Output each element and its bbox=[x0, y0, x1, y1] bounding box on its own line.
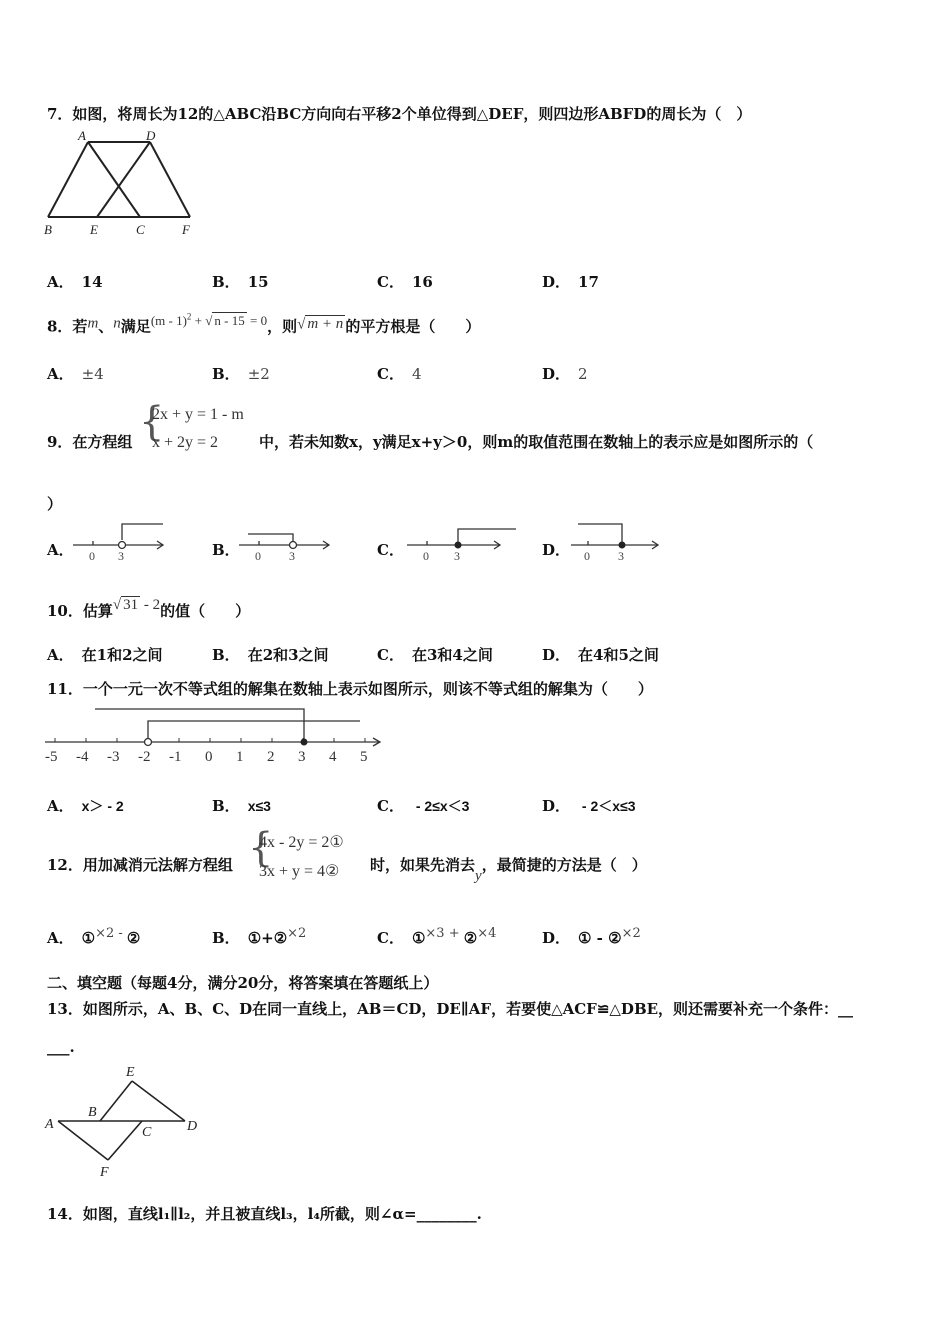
q9-eq1: 2x + y = 1 - m bbox=[152, 406, 244, 423]
q12-option-a[interactable]: A． ①$^{\times 2 -}$ ② bbox=[47, 926, 141, 947]
q7-figure bbox=[40, 128, 210, 240]
q9-brace: { bbox=[139, 399, 165, 445]
q11-numberline bbox=[40, 700, 390, 770]
svg-text:0: 0 bbox=[423, 549, 429, 563]
q8-sqrt: √ m + n bbox=[297, 316, 344, 333]
svg-text:-5: -5 bbox=[45, 749, 58, 765]
q9-numberline-a bbox=[68, 518, 168, 566]
svg-text:0: 0 bbox=[255, 549, 261, 563]
svg-text:-4: -4 bbox=[76, 749, 89, 765]
q8-option-b[interactable]: B． ±2 bbox=[212, 365, 270, 383]
svg-text:-3: -3 bbox=[107, 749, 120, 765]
q11-option-d[interactable]: D． - 2＜x≤3 bbox=[542, 797, 636, 815]
q12-prefix: 12．用加减消元法解方程组 bbox=[47, 856, 233, 874]
q7-option-c[interactable]: C． 16 bbox=[377, 273, 433, 291]
q7-option-b[interactable]: B． 15 bbox=[212, 273, 269, 291]
q13-label-c: C bbox=[142, 1125, 152, 1140]
q7-label-a: A bbox=[78, 128, 86, 143]
q11-stem: 11．一个一元一次不等式组的解集在数轴上表示如图所示，则该不等式组的解集为（ ） bbox=[47, 680, 653, 698]
q12-eq2: 3x + y = 4② bbox=[259, 863, 340, 880]
svg-text:3: 3 bbox=[618, 549, 624, 563]
q9-stem-end: ） bbox=[47, 495, 63, 513]
svg-text:0: 0 bbox=[205, 749, 213, 765]
q9-prefix: 9．在方程组 bbox=[47, 433, 133, 451]
q13-figure bbox=[40, 1060, 210, 1180]
q8-option-c[interactable]: C． 4 bbox=[377, 365, 422, 383]
q12-eq1: 4x - 2y = 2① bbox=[259, 834, 344, 851]
q10-stem: 10．估算√ 31 - 2的值（ ） bbox=[47, 597, 251, 620]
q7-label-f: F bbox=[182, 222, 190, 237]
q9-option-d[interactable]: D． bbox=[542, 541, 571, 559]
svg-text:3: 3 bbox=[118, 549, 124, 563]
q8-option-a[interactable]: A． ±4 bbox=[47, 365, 104, 383]
q10-option-a[interactable]: A． 在1和2之间 bbox=[47, 646, 163, 664]
q9-option-a[interactable]: A． bbox=[47, 541, 74, 559]
q9-eq2: x + 2y = 2 bbox=[152, 434, 219, 451]
q12-stem: 时，如果先消去y，最简捷的方法是（ ） bbox=[370, 856, 647, 884]
q12-brace: { bbox=[248, 825, 274, 871]
svg-text:3: 3 bbox=[289, 549, 295, 563]
q9-numberline-b bbox=[234, 518, 334, 566]
q10-option-d[interactable]: D． 在4和5之间 bbox=[542, 646, 659, 664]
q13-label-e: E bbox=[126, 1065, 135, 1080]
svg-text:3: 3 bbox=[298, 749, 306, 765]
svg-text:0: 0 bbox=[584, 549, 590, 563]
q12-option-d[interactable]: D． ① - ②$^{\times 2}$ bbox=[542, 926, 641, 947]
q9-stem: 中，若未知数x，y满足x+y＞0，则m的取值范围在数轴上的表示应是如图所示的（ bbox=[259, 433, 814, 451]
q10-option-b[interactable]: B． 在2和3之间 bbox=[212, 646, 329, 664]
q13-label-a: A bbox=[45, 1117, 54, 1132]
svg-text:3: 3 bbox=[454, 549, 460, 563]
section-title: 二、填空题（每题4分，满分20分，将答案填在答题纸上） bbox=[47, 974, 439, 992]
q11-option-b[interactable]: B． x≤3 bbox=[212, 797, 271, 815]
q14-stem: 14．如图，直线l₁∥l₂，并且被直线l₃，l₄所截，则∠α=________. bbox=[47, 1205, 482, 1223]
q12-option-b[interactable]: B． ①+②$^{\times 2}$ bbox=[212, 926, 307, 947]
q11-option-a[interactable]: A． x＞ - 2 bbox=[47, 797, 124, 815]
q7-label-d: D bbox=[146, 128, 156, 143]
q13-stem-end: ___. bbox=[47, 1038, 75, 1056]
svg-text:1: 1 bbox=[236, 749, 244, 765]
q7-option-d[interactable]: D． 17 bbox=[542, 273, 599, 291]
q13-label-f: F bbox=[100, 1165, 109, 1180]
svg-text:0: 0 bbox=[89, 549, 95, 563]
q9-option-c[interactable]: C． bbox=[377, 541, 404, 559]
svg-text:5: 5 bbox=[360, 749, 368, 765]
svg-text:-1: -1 bbox=[169, 749, 182, 765]
q11-option-c[interactable]: C． - 2≤x＜3 bbox=[377, 797, 470, 815]
svg-text:4: 4 bbox=[329, 749, 337, 765]
q7-label-e: E bbox=[90, 222, 98, 237]
svg-text:-2: -2 bbox=[138, 749, 151, 765]
q7-label-c: C bbox=[136, 222, 145, 237]
q8-stem: 8．若m、n满足(m - 1)$^2$ + √ n - 15 = 0，则√ m + n 的平方根是（ ） bbox=[47, 312, 481, 336]
q7-stem: 7．如图，将周长为12的△ABC沿BC方向向右平移2个单位得到△DEF，则四边形ABFD的周长为（ ） bbox=[47, 105, 752, 123]
q9-option-b[interactable]: B． bbox=[212, 541, 240, 559]
q13-label-d: D bbox=[187, 1119, 198, 1134]
q12-option-c[interactable]: C． ①$^{\times 3 +}$ ②$^{\times 4}$ bbox=[377, 926, 497, 947]
q10-option-c[interactable]: C． 在3和4之间 bbox=[377, 646, 493, 664]
q9-numberline-c bbox=[402, 518, 522, 566]
svg-text:2: 2 bbox=[267, 749, 275, 765]
q13-label-b: B bbox=[88, 1105, 97, 1120]
q10-expression: √ 31 - 2 bbox=[112, 597, 161, 613]
q9-numberline-d bbox=[566, 518, 666, 566]
q7-label-b: B bbox=[44, 222, 52, 237]
q13-stem: 13．如图所示，A、B、C、D在同一直线上，AB＝CD，DE∥AF，若要使△ACF≌△DBE，则还需要补充一个条件：__ bbox=[47, 1000, 854, 1018]
q7-option-a[interactable]: A． 14 bbox=[47, 273, 103, 291]
q8-equation: (m - 1)$^2$ + √ n - 15 = 0 bbox=[150, 312, 268, 329]
q8-option-d[interactable]: D． 2 bbox=[542, 365, 588, 383]
